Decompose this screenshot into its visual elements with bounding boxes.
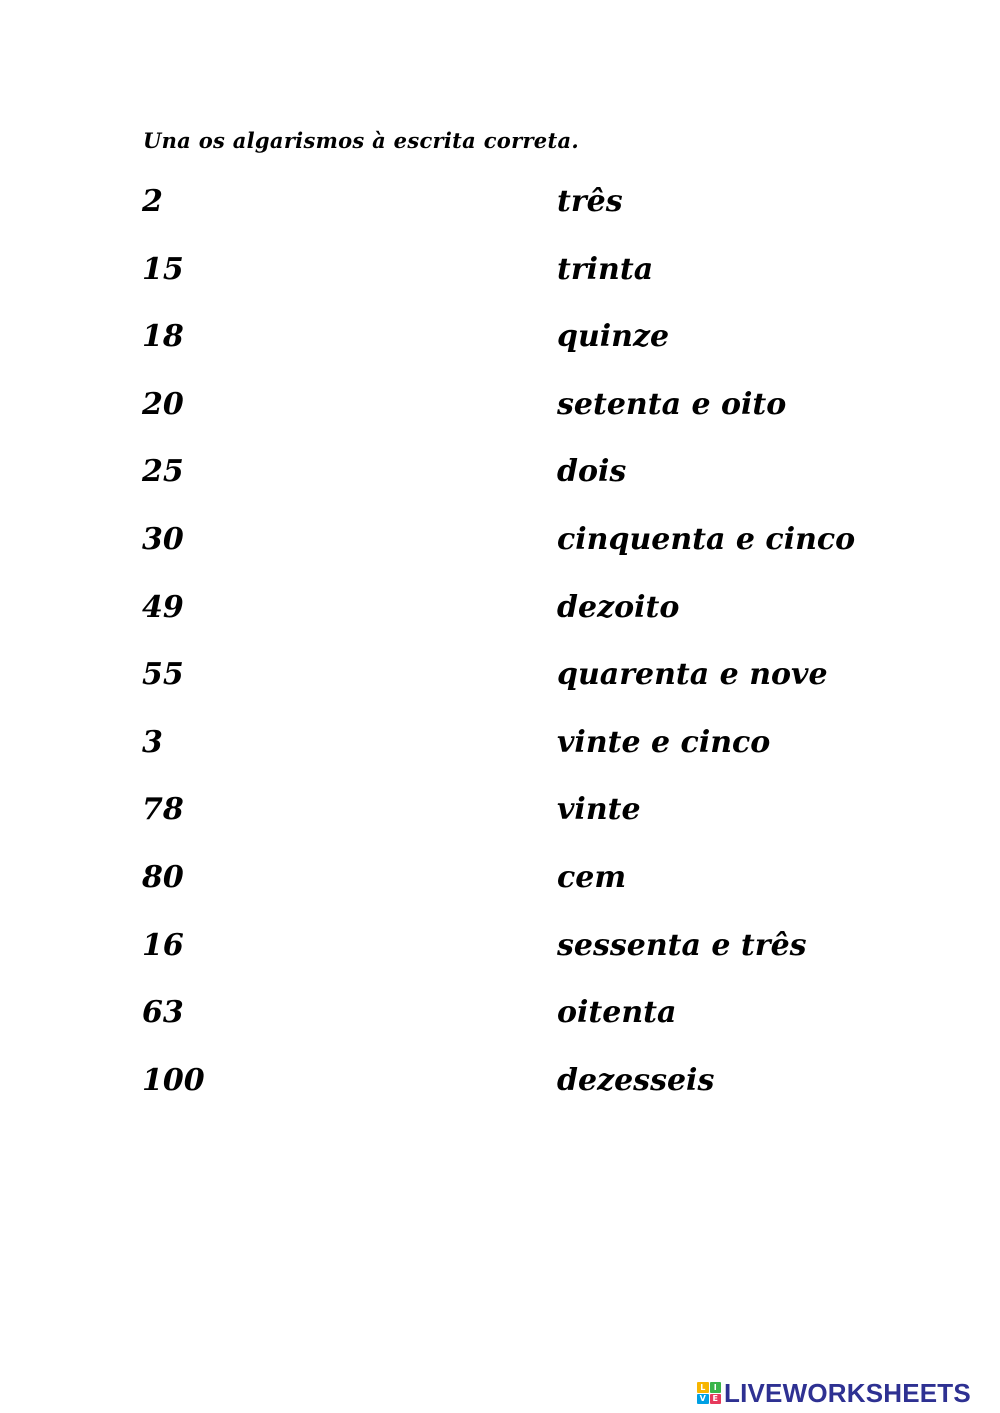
word-item[interactable]: vinte e cinco (557, 724, 771, 760)
word-item[interactable]: sessenta e três (557, 927, 807, 963)
liveworksheets-logo (697, 1378, 971, 1408)
number-item[interactable]: 80 (142, 859, 184, 895)
logo-block-e: E (710, 1394, 722, 1405)
word-item[interactable]: oitenta (557, 995, 677, 1031)
number-item[interactable]: 25 (142, 454, 184, 490)
logo-block-l: L (697, 1382, 709, 1393)
match-row (0, 790, 1000, 858)
word-item[interactable]: quarenta e nove (557, 657, 828, 693)
word-item[interactable]: vinte (557, 792, 641, 828)
match-row (0, 182, 1000, 250)
number-item[interactable]: 15 (142, 251, 184, 287)
number-item[interactable]: 63 (142, 995, 184, 1031)
number-item[interactable]: 18 (142, 319, 184, 355)
match-row (0, 317, 1000, 385)
number-item[interactable]: 16 (142, 927, 184, 963)
match-row (0, 520, 1000, 588)
number-item[interactable]: 49 (142, 589, 184, 625)
matching-list (0, 182, 1000, 1128)
word-item[interactable]: dezesseis (557, 1062, 715, 1098)
number-item[interactable]: 100 (142, 1062, 205, 1098)
match-row (0, 250, 1000, 318)
instruction-text: Una os algarismos à escrita correta. (143, 128, 579, 153)
word-item[interactable]: quinze (557, 319, 670, 355)
match-row (0, 452, 1000, 520)
match-row (0, 385, 1000, 453)
number-item[interactable]: 3 (142, 724, 163, 760)
word-item[interactable]: trinta (557, 251, 654, 287)
logo-block-v: V (697, 1394, 709, 1405)
match-row (0, 655, 1000, 723)
match-row (0, 858, 1000, 926)
word-item[interactable]: dois (557, 454, 627, 490)
logo-blocks-icon (697, 1382, 721, 1404)
number-item[interactable]: 30 (142, 521, 184, 557)
match-row (0, 993, 1000, 1061)
match-row (0, 723, 1000, 791)
word-item[interactable]: setenta e oito (557, 386, 787, 422)
word-item[interactable]: cinquenta e cinco (557, 521, 856, 557)
match-row (0, 926, 1000, 994)
number-item[interactable]: 78 (142, 792, 184, 828)
match-row (0, 1061, 1000, 1129)
match-row (0, 588, 1000, 656)
word-item[interactable]: três (557, 184, 623, 219)
number-item[interactable]: 55 (142, 657, 184, 693)
word-item[interactable]: dezoito (557, 589, 680, 625)
word-item[interactable]: cem (557, 859, 627, 895)
logo-block-i: I (710, 1382, 722, 1393)
logo-text: LIVEWORKSHEETS (724, 1377, 971, 1408)
number-item[interactable]: 2 (142, 184, 163, 219)
number-item[interactable]: 20 (142, 386, 184, 422)
